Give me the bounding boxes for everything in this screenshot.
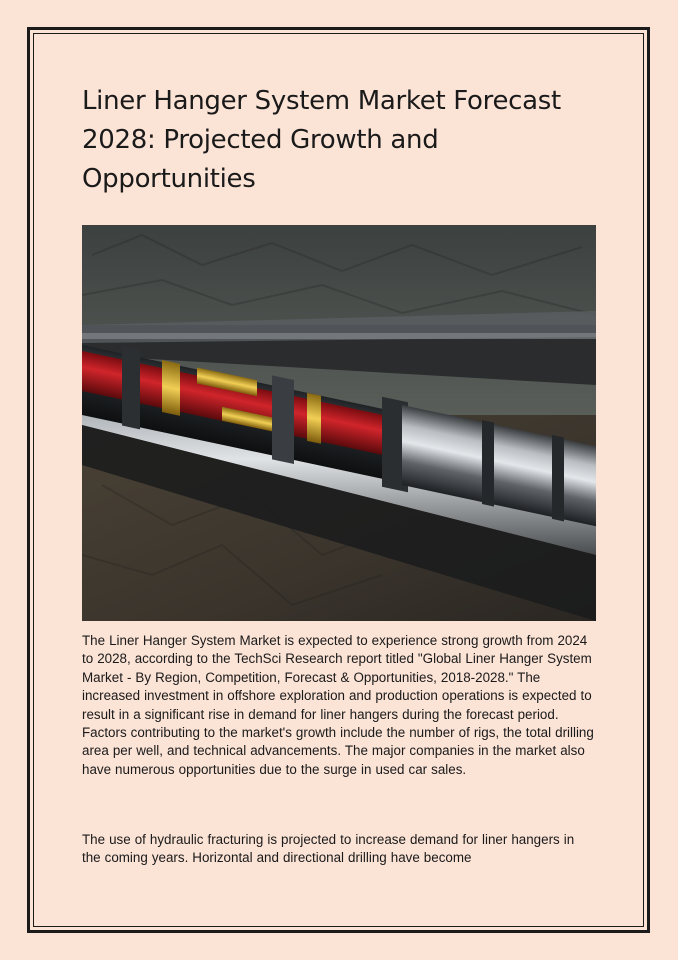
liner-hanger-illustration — [82, 225, 596, 621]
body-paragraph-2: The use of hydraulic fracturing is projected to increase demand for liner hangers in the coming years. Horizontal and directional drilling have become — [82, 832, 575, 866]
body-paragraph-1: The Liner Hanger System Market is expected to experience strong growth from 2024 to 2028, according to the TechSci Research report titled "Global Liner Hanger System Market - By Region, Competition, Forecast & Opportunities, 2018-2028." The increased investment in offshore exploration and production operations is expected to result in a significant rise in demand for liner hangers during the forecast period. Factors contributing to the market's growth include the number of rigs, the total drilling area per well, and technical advancements. The major companies in the market also have numerous opportunities due to the surge in used car sales. — [82, 633, 594, 777]
document-title: Liner Hanger System Market Forecast 2028: Projected Growth and Opportunities — [82, 86, 561, 194]
